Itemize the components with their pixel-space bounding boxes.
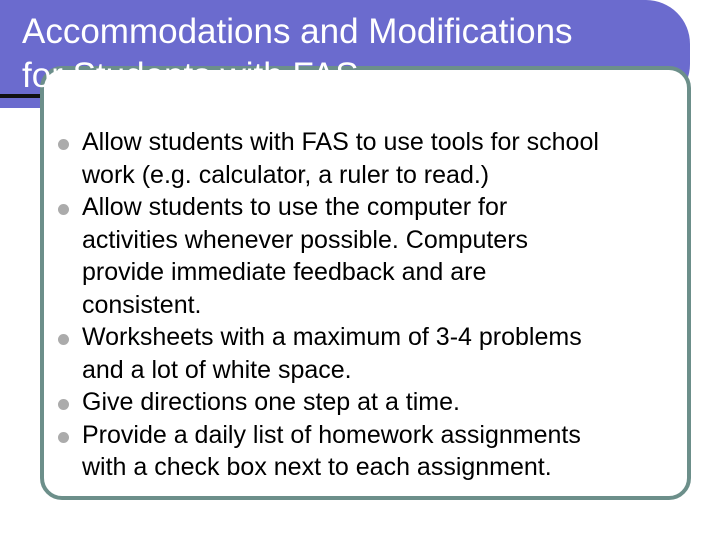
slide-title-line: for Students with FAS: [22, 56, 359, 95]
bullet-text-line: with a check box next to each assignment.: [82, 453, 552, 481]
bullet-item: [82, 191, 674, 321]
bullet-text-line: Worksheets with a maximum of 3-4 problems: [82, 323, 582, 351]
bullet-item: [82, 419, 674, 484]
bullet-text-line: and a lot of white space.: [82, 355, 352, 384]
slide-title: [22, 10, 662, 98]
bullet-text-line: work (e.g. calculator, a ruler to read.): [82, 160, 490, 189]
bullet-icon: [58, 139, 69, 150]
slide-title-line: Accommodations and Modifications: [22, 12, 573, 51]
bullet-text-line: Allow students with FAS to use tools for school: [82, 128, 599, 156]
bullet-item: [82, 126, 674, 191]
bullet-item: [82, 321, 674, 386]
bullet-text-line: provide immediate feedback and are: [82, 258, 487, 286]
bullet-list: [82, 126, 674, 484]
bullet-icon: [58, 204, 69, 215]
bullet-icon: [58, 399, 69, 410]
bullet-text-line: activities whenever possible. Computers: [82, 225, 529, 254]
bullet-text-line: Give directions one step at a time.: [82, 388, 460, 416]
bullet-icon: [58, 334, 69, 345]
bullet-text-line: consistent.: [82, 290, 202, 319]
bullet-icon: [58, 432, 69, 443]
bullet-text-line: Allow students to use the computer for: [82, 193, 508, 221]
bullet-item: [82, 386, 674, 419]
bullet-text-line: Provide a daily list of homework assignments: [82, 420, 581, 449]
